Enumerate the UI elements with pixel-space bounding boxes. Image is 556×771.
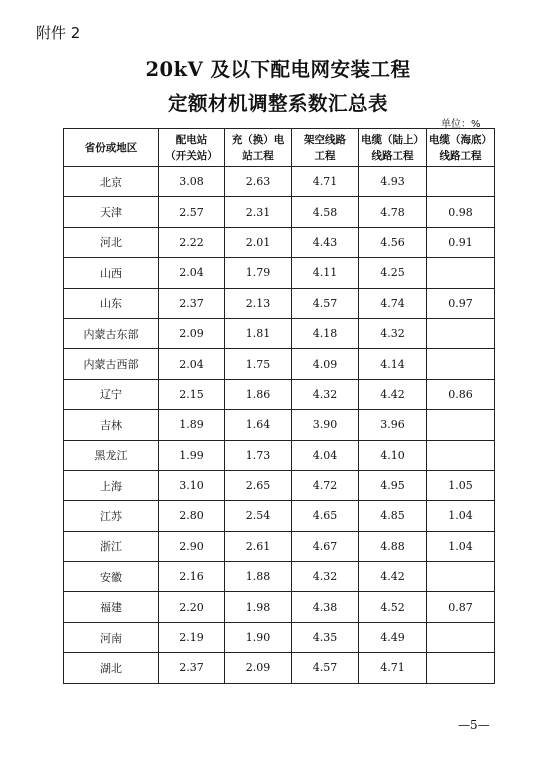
- coefficient-cell: 2.65: [225, 470, 292, 500]
- region-cell: 河北: [64, 227, 159, 257]
- column-header-line: 线路工程: [371, 149, 414, 162]
- coefficient-cell: 2.09: [225, 653, 292, 683]
- coefficient-cell: 4.57: [292, 288, 359, 318]
- coefficient-cell: 2.54: [225, 501, 292, 531]
- coefficient-cell: 4.78: [359, 197, 427, 227]
- coefficient-cell: 1.99: [159, 440, 225, 470]
- coefficient-cell: 4.32: [359, 318, 427, 348]
- coefficient-cell: 1.90: [225, 622, 292, 652]
- coefficient-cell: 1.88: [225, 562, 292, 592]
- region-cell: 天津: [64, 197, 159, 227]
- coefficient-cell: 4.49: [359, 622, 427, 652]
- column-header: [359, 129, 427, 167]
- coefficient-cell: 4.72: [292, 470, 359, 500]
- coefficient-cell: [427, 653, 495, 683]
- document-title-line1: 20kV 及以下配电网安装工程: [145, 58, 411, 81]
- coefficient-cell: 3.90: [292, 410, 359, 440]
- column-header-line: 电缆（海底）: [429, 133, 492, 146]
- column-header-line: 配电站: [175, 133, 208, 146]
- region-cell: 黑龙江: [64, 440, 159, 470]
- column-header-line: 省份或地区: [84, 141, 138, 154]
- coefficient-cell: 4.52: [359, 592, 427, 622]
- coefficient-cell: 2.19: [159, 622, 225, 652]
- coefficient-cell: [427, 622, 495, 652]
- coefficient-cell: 4.95: [359, 470, 427, 500]
- coefficient-cell: 4.32: [292, 562, 359, 592]
- table-row: [64, 562, 495, 592]
- coefficient-cell: 2.04: [159, 349, 225, 379]
- table-row: [64, 379, 495, 409]
- coefficient-cell: 2.63: [225, 167, 292, 197]
- region-cell: 湖北: [64, 653, 159, 683]
- region-cell: 北京: [64, 167, 159, 197]
- coefficient-cell: 2.04: [159, 258, 225, 288]
- coefficient-cell: 4.32: [292, 379, 359, 409]
- coefficient-cell: 0.97: [427, 288, 495, 318]
- coefficient-cell: 2.09: [159, 318, 225, 348]
- coefficient-cell: 3.10: [159, 470, 225, 500]
- unit-label: 单位：%: [441, 119, 481, 130]
- coefficient-cell: [427, 318, 495, 348]
- coefficient-cell: [427, 562, 495, 592]
- coefficient-cell: 4.25: [359, 258, 427, 288]
- table-row: [64, 470, 495, 500]
- coefficient-cell: 0.87: [427, 592, 495, 622]
- table-row: [64, 592, 495, 622]
- coefficient-cell: 2.61: [225, 531, 292, 561]
- coefficient-cell: 4.09: [292, 349, 359, 379]
- coefficient-cell: 1.04: [427, 501, 495, 531]
- column-header: [292, 129, 359, 167]
- region-cell: 内蒙古东部: [64, 318, 159, 348]
- region-cell: 安徽: [64, 562, 159, 592]
- coefficient-cell: 0.91: [427, 227, 495, 257]
- coefficient-cell: 2.37: [159, 653, 225, 683]
- coefficient-cell: 4.11: [292, 258, 359, 288]
- table-row: [64, 288, 495, 318]
- column-header-line: 电缆（陆上）: [361, 133, 424, 146]
- coefficient-cell: 4.43: [292, 227, 359, 257]
- coefficient-cell: 4.42: [359, 379, 427, 409]
- region-cell: 吉林: [64, 410, 159, 440]
- coefficient-cell: 4.71: [292, 167, 359, 197]
- coefficient-cell: 4.42: [359, 562, 427, 592]
- coefficient-cell: 4.74: [359, 288, 427, 318]
- column-header-line: 线路工程: [439, 149, 482, 162]
- coefficient-cell: 1.79: [225, 258, 292, 288]
- coefficient-cell: 4.65: [292, 501, 359, 531]
- coefficient-cell: 1.05: [427, 470, 495, 500]
- coefficient-cell: 2.13: [225, 288, 292, 318]
- table-row: [64, 531, 495, 561]
- coefficient-cell: 4.18: [292, 318, 359, 348]
- coefficient-cell: 2.57: [159, 197, 225, 227]
- coefficient-cell: 4.88: [359, 531, 427, 561]
- region-cell: 福建: [64, 592, 159, 622]
- table-row: [64, 410, 495, 440]
- coefficient-cell: 4.04: [292, 440, 359, 470]
- coefficient-cell: 4.56: [359, 227, 427, 257]
- table-row: [64, 501, 495, 531]
- column-header: [64, 129, 159, 167]
- table-row: [64, 318, 495, 348]
- region-cell: 山东: [64, 288, 159, 318]
- coefficient-cell: 4.58: [292, 197, 359, 227]
- coefficient-cell: 2.16: [159, 562, 225, 592]
- column-header-line: 充（换）电: [231, 133, 285, 146]
- coefficient-cell: 0.98: [427, 197, 495, 227]
- region-cell: 江苏: [64, 501, 159, 531]
- coefficient-cell: 4.85: [359, 501, 427, 531]
- coefficient-cell: 2.37: [159, 288, 225, 318]
- table-row: [64, 349, 495, 379]
- table-body: [64, 167, 495, 684]
- coefficient-cell: 2.15: [159, 379, 225, 409]
- column-header-line: 站工程: [242, 149, 274, 162]
- coefficient-cell: [427, 410, 495, 440]
- region-cell: 浙江: [64, 531, 159, 561]
- column-header: [159, 129, 225, 167]
- coefficient-cell: 4.57: [292, 653, 359, 683]
- table-row: [64, 653, 495, 683]
- coefficient-cell: 0.86: [427, 379, 495, 409]
- coefficient-cell: 3.96: [359, 410, 427, 440]
- table-row: [64, 167, 495, 197]
- coefficient-cell: 1.98: [225, 592, 292, 622]
- coefficient-cell: 4.38: [292, 592, 359, 622]
- table-row: [64, 622, 495, 652]
- coefficient-cell: [427, 349, 495, 379]
- coefficient-cell: 2.01: [225, 227, 292, 257]
- region-cell: 山西: [64, 258, 159, 288]
- coefficient-cell: [427, 440, 495, 470]
- coefficient-cell: [427, 167, 495, 197]
- column-header-line: （开关站）: [165, 149, 218, 162]
- table-row: [64, 197, 495, 227]
- region-cell: 辽宁: [64, 379, 159, 409]
- column-header-line: 架空线路: [304, 133, 346, 146]
- coefficient-cell: 1.64: [225, 410, 292, 440]
- coefficient-cell: 4.71: [359, 653, 427, 683]
- coefficient-cell: [427, 258, 495, 288]
- region-cell: 上海: [64, 470, 159, 500]
- coefficient-cell: 1.73: [225, 440, 292, 470]
- coefficient-cell: 4.10: [359, 440, 427, 470]
- coefficient-cell: 4.93: [359, 167, 427, 197]
- document-title-line2: 定额材机调整系数汇总表: [167, 92, 388, 115]
- coefficient-cell: 2.22: [159, 227, 225, 257]
- region-cell: 内蒙古西部: [64, 349, 159, 379]
- coefficient-cell: 1.04: [427, 531, 495, 561]
- table-row: [64, 258, 495, 288]
- coefficient-cell: 4.67: [292, 531, 359, 561]
- coefficient-cell: 1.86: [225, 379, 292, 409]
- coefficient-table: [63, 128, 495, 684]
- coefficient-cell: 4.35: [292, 622, 359, 652]
- coefficient-cell: 2.90: [159, 531, 225, 561]
- column-header-line: 工程: [314, 149, 336, 162]
- table-header-row: [64, 129, 495, 167]
- attachment-label: 附件 2: [36, 24, 81, 42]
- column-header: [427, 129, 495, 167]
- table-row: [64, 227, 495, 257]
- region-cell: 河南: [64, 622, 159, 652]
- coefficient-cell: 3.08: [159, 167, 225, 197]
- coefficient-cell: 4.14: [359, 349, 427, 379]
- table-row: [64, 440, 495, 470]
- coefficient-cell: 1.89: [159, 410, 225, 440]
- coefficient-cell: 1.75: [225, 349, 292, 379]
- coefficient-cell: 1.81: [225, 318, 292, 348]
- page-number: —5—: [458, 718, 490, 732]
- column-header: [225, 129, 292, 167]
- coefficient-cell: 2.20: [159, 592, 225, 622]
- coefficient-cell: 2.80: [159, 501, 225, 531]
- coefficient-cell: 2.31: [225, 197, 292, 227]
